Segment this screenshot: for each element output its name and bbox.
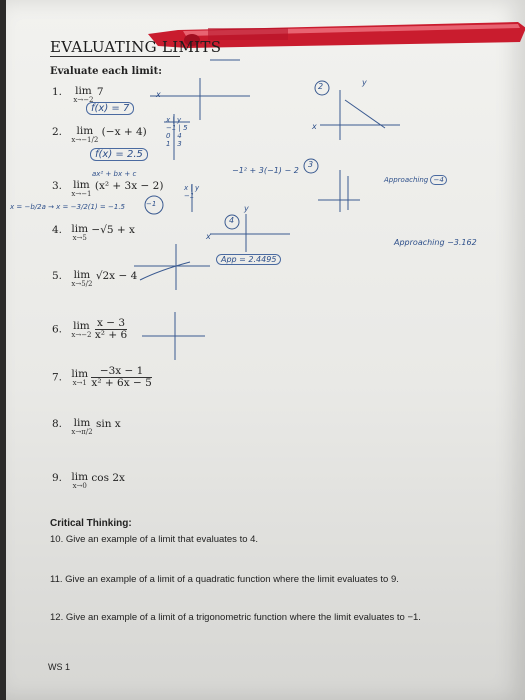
lim-expression: sin x	[95, 418, 121, 430]
lim-label: lim	[71, 223, 89, 235]
axis-label-x: x	[156, 90, 161, 99]
denominator: x² + 6x − 5	[91, 377, 152, 389]
problem-number: 1.	[52, 86, 63, 98]
answer-5: App = 2.4495	[216, 254, 281, 265]
lim-label: lim	[73, 319, 90, 332]
vertex-note-3: x = −b/2a → x = −3/2(1) = −1.5	[10, 203, 126, 211]
lim-expression: √2x − 4	[95, 270, 138, 282]
problem-number: 7.	[52, 371, 63, 384]
lim-approach: x→−1	[71, 190, 92, 198]
axis-label-x: x	[312, 122, 317, 131]
lim-approach: x→π/2	[71, 428, 93, 436]
problem-number: 8.	[52, 418, 63, 430]
problem-number: 9.	[52, 472, 63, 484]
lim-approach: x→5	[72, 234, 87, 242]
problem-number: 5.	[52, 270, 63, 282]
lim-expression: −√5 + x	[91, 224, 135, 236]
lim-approach: x→−2	[71, 330, 92, 339]
vertex-circle-label: −1	[146, 200, 157, 208]
lim-approach: x→1	[72, 378, 87, 387]
problem-number: 6.	[52, 323, 63, 336]
axis-label-y: y	[244, 204, 249, 213]
answer-2: f(x) = 2.5	[90, 148, 148, 161]
critical-thinking-heading: Critical Thinking:	[50, 518, 132, 529]
answer-1: f(x) = 7	[86, 102, 134, 115]
lim-label: lim	[76, 125, 94, 137]
footer-label: WS 1	[48, 662, 71, 672]
lim-expression: (x² + 3x − 2)	[94, 180, 164, 192]
lim-label: lim	[71, 471, 89, 483]
lim-label: lim	[71, 367, 89, 380]
instructions: Evaluate each limit:	[50, 66, 162, 77]
lim-approach: x→−1/2	[71, 136, 99, 144]
problem-number: 2.	[52, 126, 63, 138]
circle-label-2: 2	[318, 82, 324, 91]
lim-approach: x→−2	[73, 96, 94, 104]
lim-label: lim	[75, 85, 92, 97]
lim-label: lim	[73, 417, 91, 429]
answer-4: Approaching −3.162	[394, 238, 477, 247]
lim-label: lim	[73, 269, 91, 281]
calc-3: −1² + 3(−1) − 2	[232, 166, 299, 175]
lim-expression: (−x + 4)	[101, 126, 147, 138]
question-10: 10. Give an example of a limit that evaluates to 4.	[50, 534, 259, 545]
numerator: x − 3	[95, 318, 127, 330]
axis-label-x: x	[206, 232, 211, 241]
lim-approach: x→5/2	[71, 280, 93, 288]
question-12: 12. Give an example of a limit of a trigonometric function where the limit evaluates to −1.	[50, 612, 421, 623]
lim-approach: x→0	[72, 482, 87, 490]
table-3: x | y −1	[184, 184, 200, 200]
lim-expression: 7	[96, 86, 104, 98]
note-3: ax² + bx + c	[92, 170, 137, 178]
axis-label-y: y	[362, 78, 367, 87]
approaching-label: Approaching −4	[384, 176, 447, 184]
circle-label-4: 4	[229, 216, 235, 225]
page-title: EVALUATING LIMITS	[50, 38, 222, 56]
circle-label-3: 3	[308, 160, 314, 169]
question-11: 11. Give an example of a limit of a quadratic function where the limit evaluates to 9.	[50, 574, 399, 585]
lim-expression: cos 2x	[91, 472, 125, 484]
problem-number: 3.	[52, 180, 63, 192]
denominator: x² + 6	[94, 329, 128, 341]
table-2: x | y −1 | 5 0 | 4 1 | 3	[166, 116, 188, 148]
problem-number: 4.	[52, 224, 63, 236]
lim-label: lim	[73, 179, 90, 191]
numerator: −3x − 1	[91, 366, 151, 378]
